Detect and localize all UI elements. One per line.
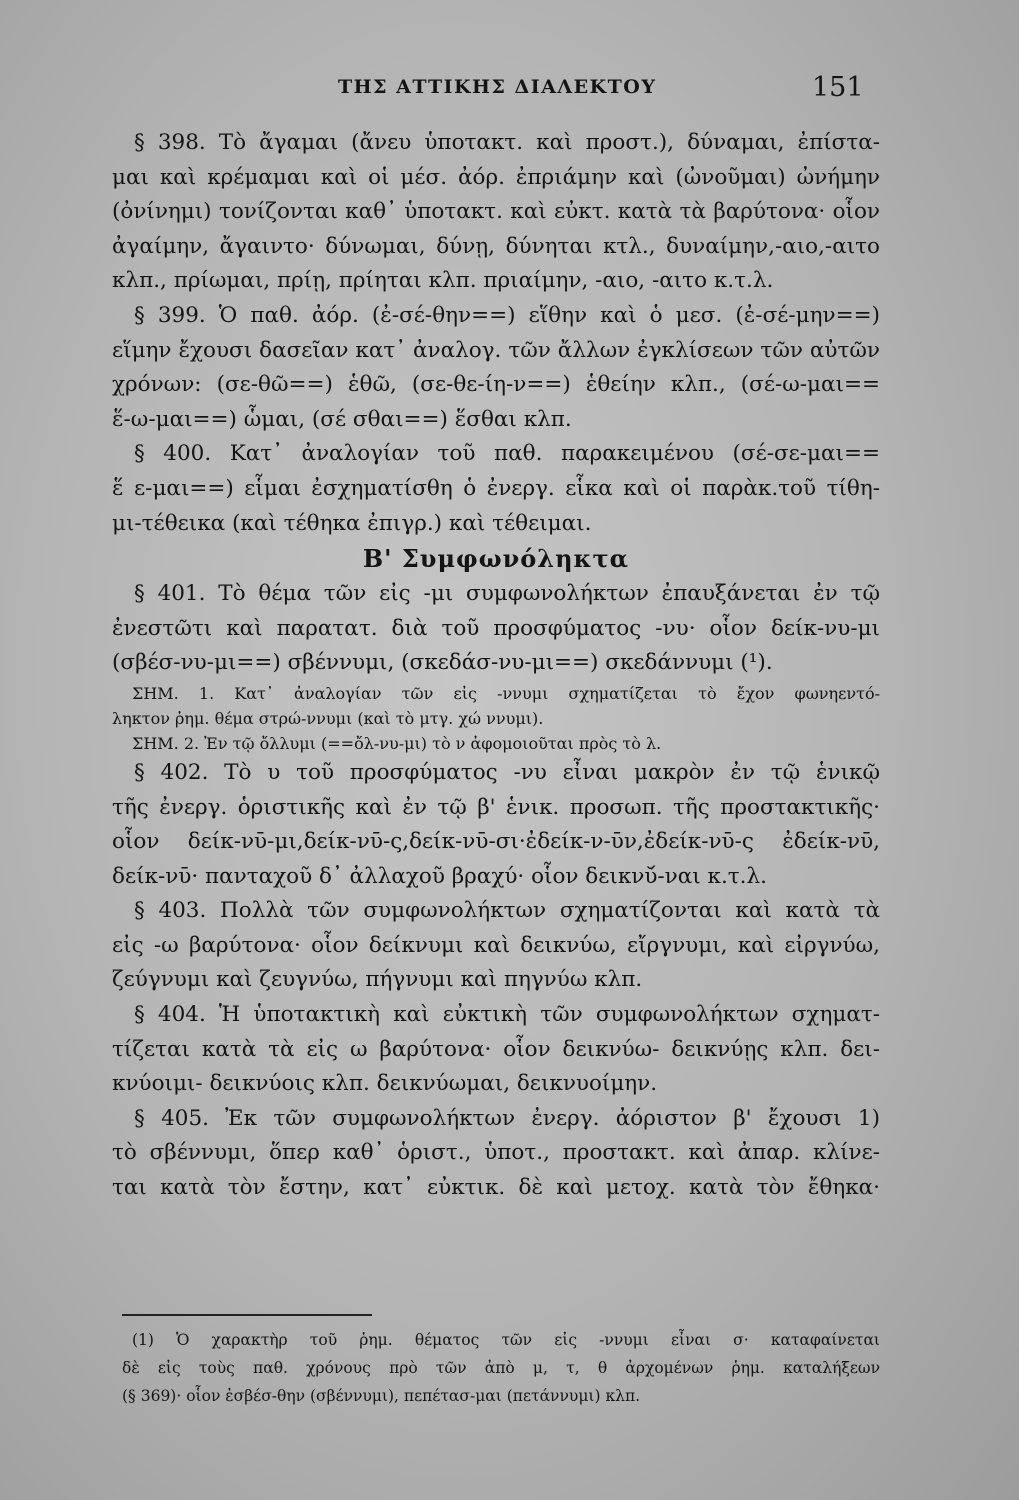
text-line: τὸ σβέννυμι, ὅπερ καθ᾽ ὁριστ., ὑποτ., προστακτ. καὶ ἀπαρ. κλίνε-	[112, 1140, 880, 1166]
text-line: § 404. Ἡ ὑποτακτικὴ καὶ εὐκτικὴ τῶν συμφωνολήκτων σχηματ-	[134, 1002, 880, 1028]
text-line: § 402. Τὸ υ τοῦ προσφύματος -νυ εἶναι μακρὸν ἐν τῷ ἑνικῷ	[134, 759, 880, 785]
text-line: τίζεται κατὰ τὰ εἰς ω βαρύτονα· οἷον δεικνύω- δεικνύῃς κλπ. δει-	[112, 1036, 880, 1062]
text-line: δείκ-νῡ· πανταχοῦ δ᾽ ἀλλαχοῦ βραχύ· οἷον δεικνῠ́-ναι κ.τ.λ.	[112, 863, 767, 889]
footnote-line: (§ 369)· οἷον ἐσβέσ-θην (σβέννυμι), πεπέτασ-μαι (πετάννυμι) κλπ.	[122, 1387, 641, 1405]
text-line: § 401. Τὸ θέμα τῶν εἰς -μι συμφωνολήκτων ἐπαυξάνεται ἐν τῷ	[134, 581, 880, 607]
text-line: § 400. Κατ᾽ ἀναλογίαν τοῦ παθ. παρακειμένου (σέ-σε-μαι==	[134, 441, 880, 467]
text-line: ται κατὰ τὸν ἔστην, κατ᾽ εὐκτικ. δὲ καὶ μετοχ. κατὰ τὸν ἔθηκα·	[112, 1175, 880, 1201]
note-line: ληκτον ῥημ. θέμα στρώ-ννυμι (καὶ τὸ μτγ. χώ ννυμι).	[112, 708, 544, 728]
text-line: § 405. Ἐκ τῶν συμφωνολήκτων ἐνεργ. ἀόριστον β' ἔχουσι 1)	[134, 1105, 880, 1131]
text-line: § 399. Ὁ παθ. ἀόρ. (ἐ-σέ-θην==) εἵθην καὶ ὁ μεσ. (ἐ-σέ-μην==)	[134, 302, 880, 328]
page-number: 151	[812, 72, 864, 103]
footnote-line: (1) Ὁ χαρακτὴρ τοῦ ῥημ. θέματος τῶν εἰς -ννυμι εἶναι σ· καταφαίνεται	[132, 1331, 880, 1349]
running-title: ΤΗΣ ΑΤΤΙΚΗΣ ΔΙΑΛΕΚΤΟΥ	[338, 76, 657, 98]
text-line: ἐνεστῶτι καὶ παρατατ. διὰ τοῦ προσφύματος -νυ· οἷον δείκ-νυ-μι	[112, 615, 880, 641]
text-line: εἵμην ἔχουσι δασεῖαν κατ᾽ ἀναλογ. τῶν ἄλλων ἐγκλίσεων τῶν αὐτῶν	[112, 337, 880, 363]
footnote-rule	[122, 1314, 372, 1316]
text-line: κλπ., πρίωμαι, πρίῃ, πρίηται κλπ. πριαίμην, -αιο, -αιτο κ.τ.λ.	[112, 268, 774, 294]
section-heading: Β' Συμφωνόληκτα	[362, 544, 630, 574]
text-line: κνύοιμι- δεικνύοις κλπ. δεικνύωμαι, δεικνυοίμην.	[112, 1071, 658, 1097]
footnote	[122, 1326, 880, 1410]
text-line: ἀγαίμην, ἄγαιντο· δύνωμαι, δύνῃ, δύνηται κτλ., δυναίμην,-αιο,-αιτο	[112, 233, 880, 259]
text-line: μι-τέθεικα (καὶ τέθηκα ἐπιγρ.) καὶ τέθειμαι.	[112, 510, 592, 536]
text-line: (ὀνίνημι) τονίζονται καθ᾽ ὑποτακτ. καὶ εὐκτ. κατὰ τὰ βαρύτονα· οἷον	[112, 199, 880, 225]
footnote-line: δὲ εἰς τοὺς παθ. χρόνους πρὸ τῶν ἀπὸ μ, τ, θ ἀρχομένων ῥημ. καταλήξεων	[122, 1359, 880, 1377]
text-line: μαι καὶ κρέμαμαι καὶ οἱ μέσ. ἀόρ. ἐπριάμην καὶ (ὠνοῦμαι) ὠνήμην	[112, 164, 880, 190]
note-line: ΣΗΜ. 1. Κατ᾽ ἀναλογίαν τῶν εἰς -ννυμι σχηματίζεται τὸ ἔχον φωνηεντό-	[132, 683, 880, 703]
text-line: ἕ ε-μαι==) εἷμαι ἐσχηματίσθη ὁ ἐνεργ. εἷκα καὶ οἱ παρὰκ.τοῦ τίθη-	[112, 475, 880, 501]
running-header	[0, 72, 1019, 112]
text-line: τῆς ἐνεργ. ὁριστικῆς καὶ ἐν τῷ β' ἑνικ. προσωπ. τῆς προστακτικῆς·	[112, 794, 880, 820]
text-line: ἕ-ω-μαι==) ὧμαι, (σέ σθαι==) ἕσθαι κλπ.	[112, 406, 572, 432]
text-line: § 403. Πολλὰ τῶν συμφωνολήκτων σχηματίζονται καὶ κατὰ τὰ	[134, 898, 880, 924]
text-line: οἷον δείκ-νῡ-μι,δείκ-νῡ-ς,δείκ-νῡ-σι·ἐδείκ-ν-ῡν,ἐδείκ-νῡ-ς ἐδείκ-νῡ,	[112, 829, 880, 855]
text-line: § 398. Τὸ ἄγαμαι (ἄνευ ὑποτακτ. καὶ προστ.), δύναμαι, ἐπίστα-	[134, 130, 880, 155]
text-line: (σβέσ-νυ-μι==) σβέννυμι, (σκεδάσ-νυ-μι==) σκεδάννυμι (¹).	[112, 650, 773, 676]
text-line: χρόνων: (σε-θῶ==) ἑθῶ, (σε-θε-ίη-ν==) ἑθείην κλπ., (σέ-ω-μαι==	[112, 372, 880, 398]
text-line: εἰς -ω βαρύτονα· οἷον δείκνυμι καὶ δεικνύω, εἴργνυμι, καὶ εἰργνύω,	[112, 932, 880, 958]
body-text	[112, 126, 880, 1206]
text-line: ζεύγνυμι καὶ ζευγνύω, πήγνυμι καὶ πηγνύω κλπ.	[112, 967, 643, 993]
note-line: ΣΗΜ. 2. Ἐν τῷ ὄλλυμι (==ὄλ-νυ-μι) τὸ ν ἀφομοιοῦται πρὸς τὸ λ.	[132, 733, 662, 753]
